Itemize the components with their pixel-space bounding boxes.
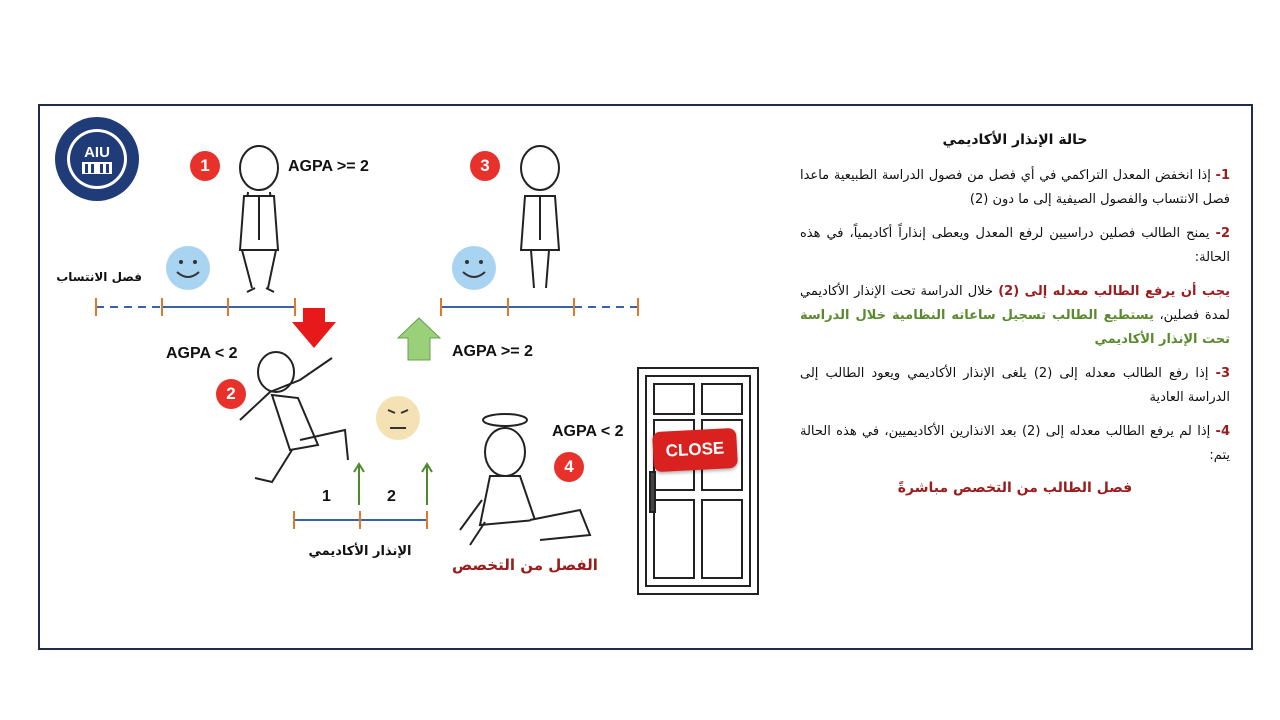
step-3-badge: 3: [470, 151, 500, 181]
worried-face-icon: [376, 396, 420, 440]
timeline-warning: [294, 511, 427, 529]
paragraph-1: 1- إذا انخفض المعدل التراكمي في أي فصل من فصول الدراسة الطبيعية ماعدا فصل الانتساب والفصول الصيفية إلى ما دون (2): [800, 168, 1230, 207]
logo-abbr: AIU: [84, 144, 110, 161]
timeline-restored: [441, 298, 638, 316]
timeline-enrollment: [96, 298, 295, 316]
happy-face-icon: [166, 246, 210, 290]
semester-number-1: 1: [322, 488, 331, 505]
closed-door: [638, 368, 758, 594]
slipping-student-figure: [240, 352, 348, 482]
paragraph-2: 2- يمنح الطالب فصلين دراسيين لرفع المعدل ويعطى إنذاراً أكاديمياً، في هذه الحالة:: [800, 226, 1230, 265]
agpa-label-step3: AGPA >= 2: [452, 343, 533, 360]
step-2-badge: 2: [216, 379, 246, 409]
standing-student-figure-2: [521, 146, 559, 288]
paragraph-2b: يجب أن يرفع الطالب معدله إلى (2) خلال الدراسة تحت الإنذار الأكاديمي لمدة فصلين، يستطيع الطالب تسجيل ساعاته النظامية خلال الدراسة تحت الإنذار الأكاديمي: [800, 284, 1230, 347]
step-1-badge: 1: [190, 151, 220, 181]
academic-warning-label: الإنذار الأكاديمي: [308, 544, 412, 559]
paragraph-3: 3- إذا رفع الطالب معدله إلى (2) يلغى الإنذار الأكاديمي ويعود الطالب إلى الدراسة العادية: [800, 366, 1230, 405]
happy-face-icon-2: [452, 246, 496, 290]
step-4-badge: 4: [554, 452, 584, 482]
down-arrow: [292, 308, 336, 348]
agpa-label-step2: AGPA < 2: [166, 345, 238, 362]
panel-title: حالة الإنذار الأكاديمي: [942, 132, 1088, 148]
up-arrow: [398, 318, 440, 360]
standing-student-figure: [240, 146, 278, 292]
explanation-panel: [800, 132, 1230, 496]
final-statement: فصل الطالب من التخصص مباشرةً: [897, 480, 1133, 496]
agpa-label-step4: AGPA < 2: [552, 423, 624, 440]
enrollment-semester-label: فصل الانتساب: [56, 270, 142, 284]
paragraph-4: 4- إذا لم يرفع الطالب معدله إلى (2) بعد الانذارين الأكاديميين، في هذه الحالة يتم:: [800, 424, 1230, 463]
agpa-label-step1: AGPA >= 2: [288, 158, 369, 175]
dismissal-label: الفصل من التخصص: [452, 556, 598, 574]
semester-number-2: 2: [387, 488, 396, 505]
close-sign: CLOSE: [652, 428, 738, 472]
